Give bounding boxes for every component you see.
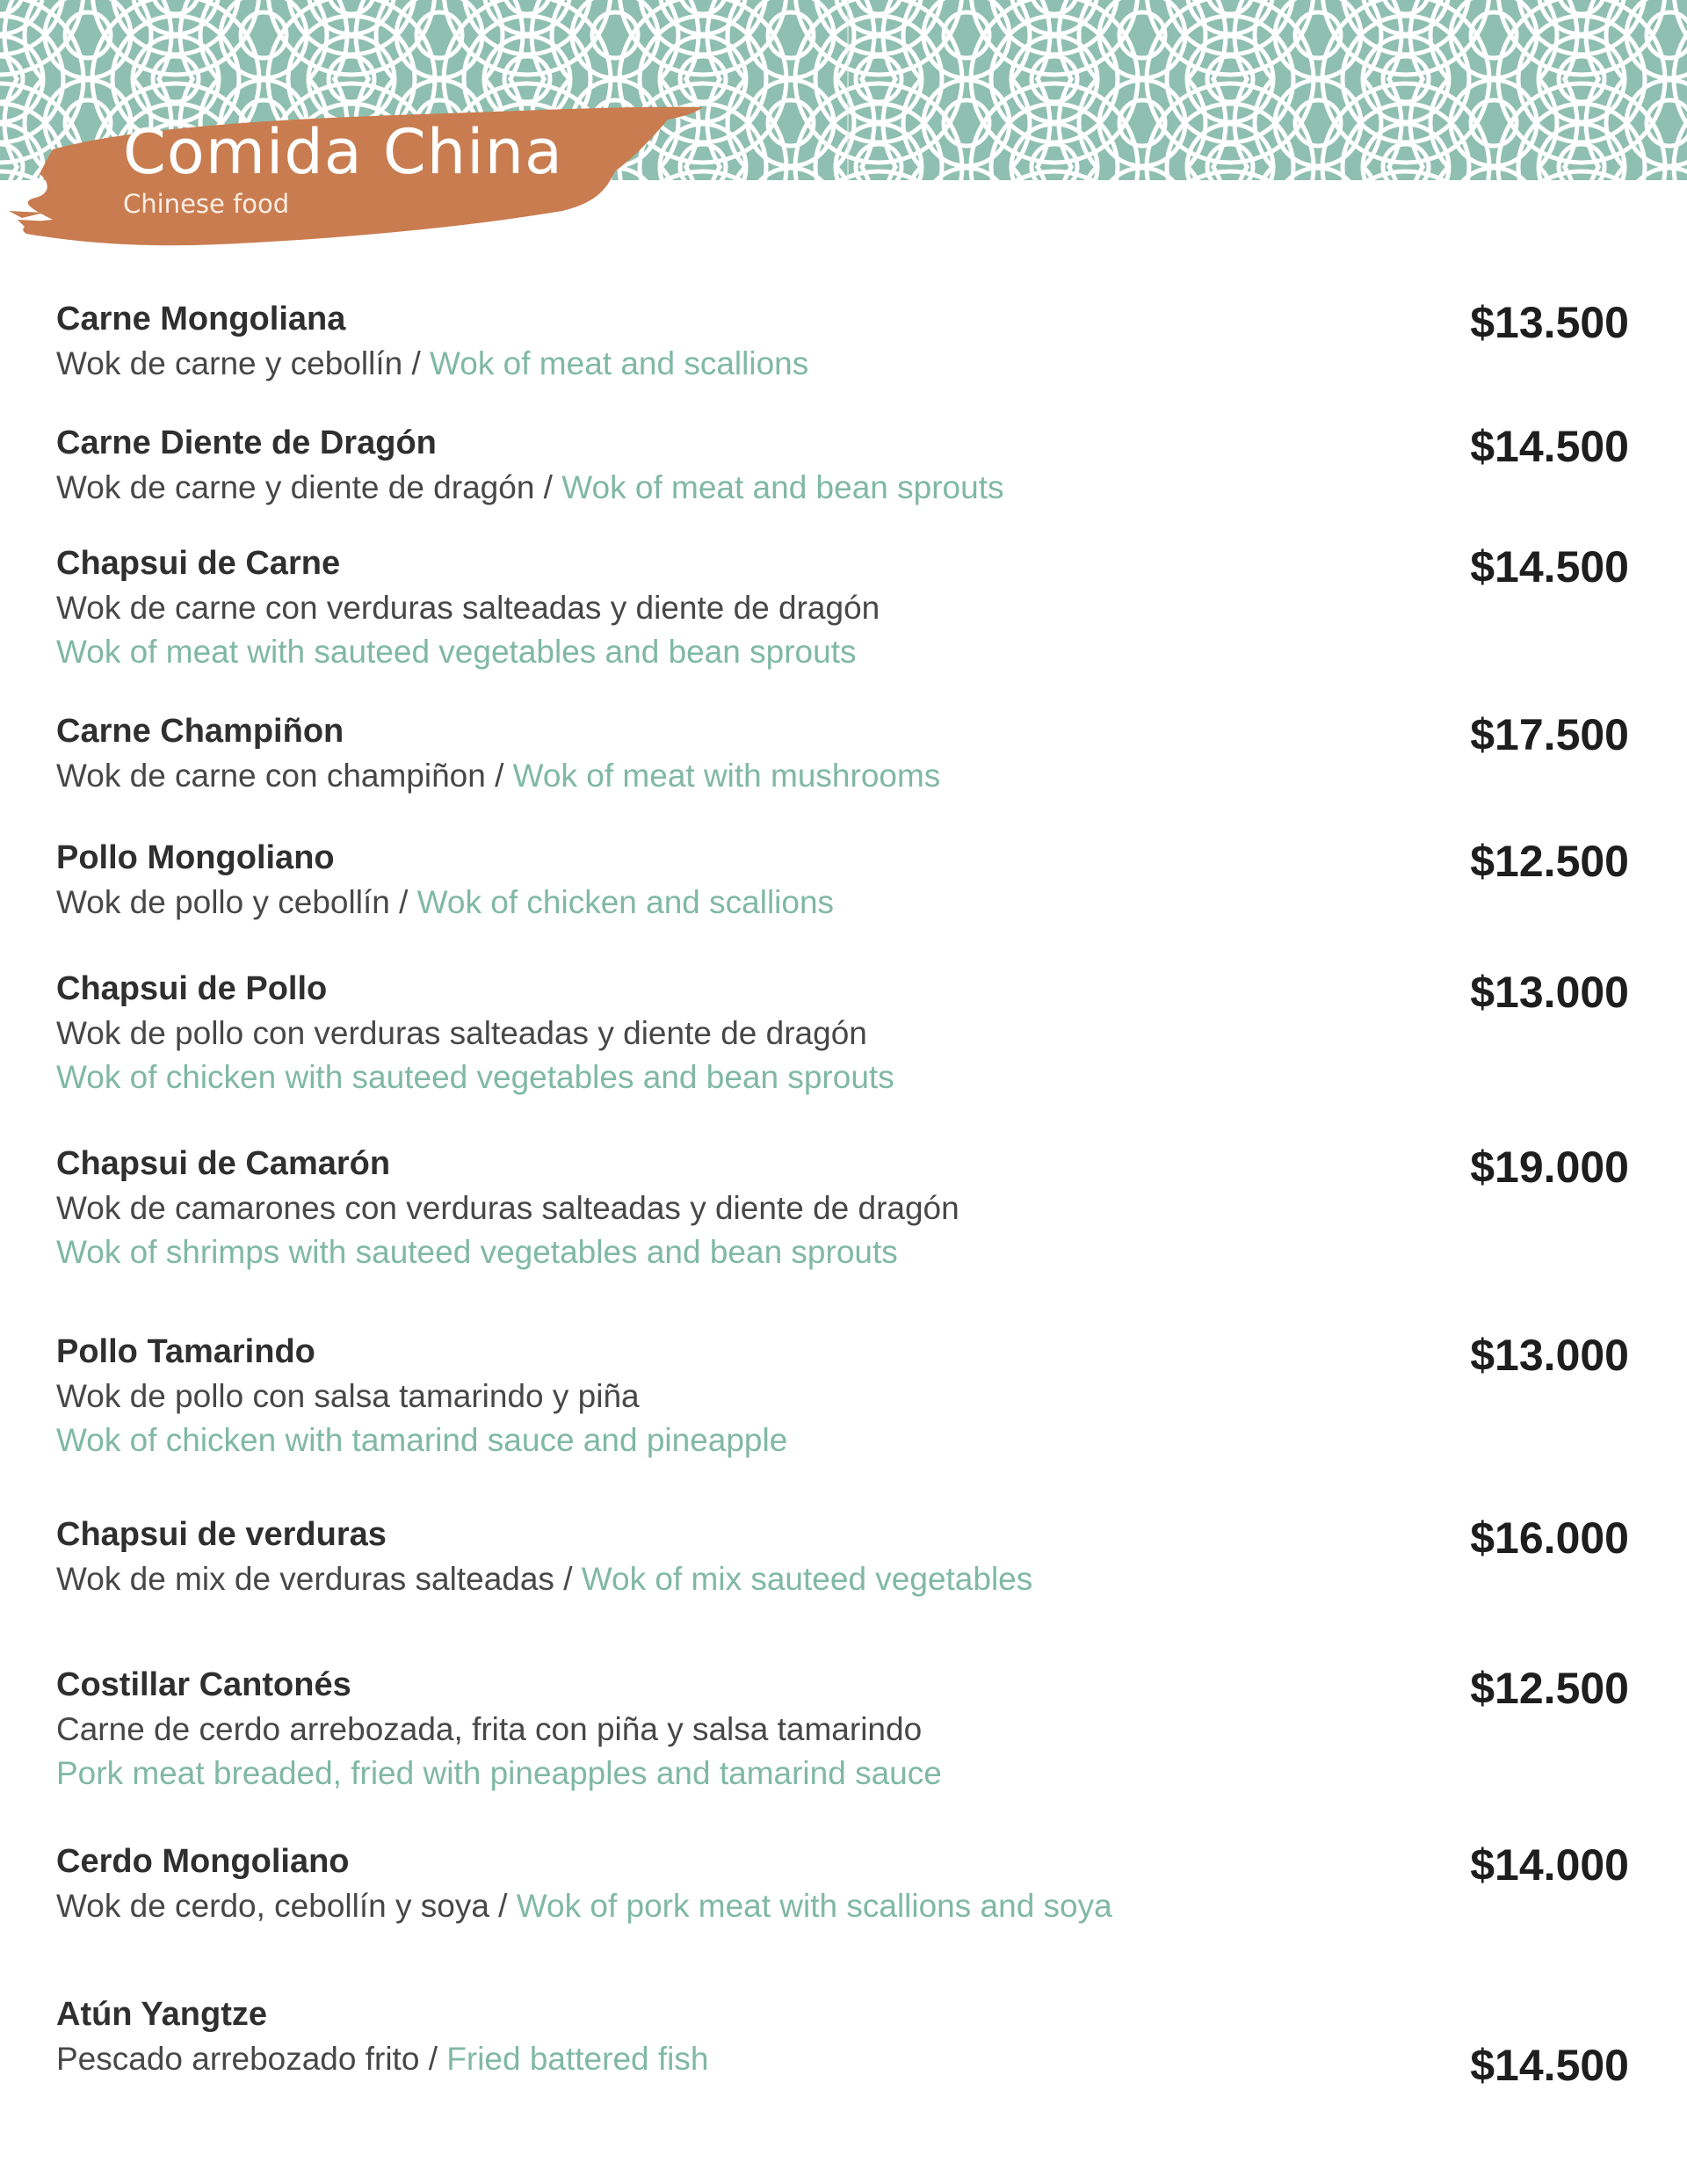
item-description-en: Wok of meat with mushrooms: [512, 758, 941, 794]
item-description-es: Wok de mix de verduras salteadas: [56, 1561, 554, 1597]
menu-item-atun-yangtze: $14.500 Atún Yangtze Pescado arrebozado frito / Fried battered fish: [56, 1992, 1629, 2081]
item-price: $14.500: [1470, 2041, 1629, 2090]
item-description-en: Wok of mix sauteed vegetables: [581, 1561, 1033, 1597]
menu-item-chapsui-de-pollo: [56, 966, 1629, 1099]
menu-item-chapsui-de-carne: [56, 541, 1629, 674]
item-name: Cerdo Mongoliano: [56, 1843, 350, 1880]
menu-item-chapsui-de-verduras: $16.000 Chapsui de verduras Wok de mix de verduras salteadas / Wok of mix sauteed vegetables: [56, 1513, 1629, 1597]
item-price: $12.500: [1470, 1664, 1629, 1713]
menu-item-carne-diente-de-dragon: $14.500 Carne Diente de Dragón Wok de carne y diente de dragón / Wok of meat and bean sprouts: [56, 422, 1629, 505]
item-description-es: Carne de cerdo arrebozada, frita con piña y salsa tamarindo: [56, 1711, 923, 1747]
item-price: $16.000: [1470, 1513, 1629, 1563]
item-price: $12.500: [1470, 837, 1629, 886]
item-name: Chapsui de verduras: [56, 1516, 387, 1553]
item-description-es: Wok de pollo y cebollín: [56, 884, 390, 920]
menu-item-pollo-tamarindo: [56, 1329, 1629, 1462]
item-name: Carne Champiñon: [56, 713, 344, 750]
menu-item-cerdo-mongoliano: $14.000 Cerdo Mongoliano Wok de cerdo, cebollín y soya / Wok of pork meat with scallions and soya: [56, 1840, 1629, 1924]
menu-item-carne-mongoliana: $13.500 Carne Mongoliana Wok de carne y cebollín / Wok of meat and scallions: [56, 298, 1629, 381]
item-description-es: Wok de carne y diente de dragón: [56, 469, 535, 505]
menu-item-carne-champinon: $17.500 Carne Champiñon Wok de carne con champiñon / Wok of meat with mushrooms: [56, 710, 1629, 794]
item-name: Carne Mongoliana: [56, 301, 346, 337]
item-price: $13.000: [1470, 968, 1629, 1017]
item-description-es: Wok de cerdo, cebollín y soya: [56, 1888, 489, 1924]
item-name: Chapsui de Camarón: [56, 1145, 391, 1182]
item-name: Carne Diente de Dragón: [56, 424, 437, 461]
item-name: Atún Yangtze: [56, 1996, 267, 2033]
item-description-en: Wok of meat with sauteed vegetables and bean sprouts: [56, 634, 857, 670]
item-description-es: Pescado arrebozado frito: [56, 2041, 420, 2077]
item-description-en: Pork meat breaded, fried with pineapples and tamarind sauce: [56, 1755, 942, 1791]
item-description-es: Wok de pollo con verduras salteadas y diente de dragón: [56, 1015, 867, 1051]
item-description-en: Wok of shrimps with sauteed vegetables and bean sprouts: [56, 1234, 898, 1270]
item-description-en: Wok of meat and bean sprouts: [561, 469, 1004, 505]
item-description-en: Wok of chicken with sauteed vegetables and bean sprouts: [56, 1059, 894, 1095]
item-name: Pollo Tamarindo: [56, 1333, 315, 1370]
item-description-en: Wok of meat and scallions: [430, 345, 809, 381]
item-price: $14.500: [1470, 422, 1629, 471]
menu-item-pollo-mongoliano: $12.500 Pollo Mongoliano Wok de pollo y cebollín / Wok of chicken and scallions: [56, 837, 1629, 920]
item-description-en: Fried battered fish: [446, 2041, 709, 2077]
item-description-es: Wok de pollo con salsa tamarindo y piña: [56, 1378, 640, 1414]
menu-item-costillar-cantones: [56, 1662, 1629, 1796]
item-price: $17.500: [1470, 710, 1629, 759]
item-price: $13.500: [1470, 298, 1629, 347]
item-description-es: Wok de carne con verduras salteadas y diente de dragón: [56, 590, 880, 626]
item-name: Chapsui de Pollo: [56, 970, 328, 1007]
item-description-en: Wok of chicken with tamarind sauce and pineapple: [56, 1422, 788, 1458]
menu-subtitle: Chinese food: [123, 189, 290, 219]
item-price: $14.000: [1470, 1840, 1629, 1890]
item-description-es: Wok de carne y cebollín: [56, 345, 403, 381]
item-description-en: Wok of chicken and scallions: [416, 884, 835, 920]
item-name: Chapsui de Carne: [56, 545, 341, 582]
item-description-en: Wok of pork meat with scallions and soya: [516, 1888, 1112, 1924]
menu-title: Comida China: [123, 116, 563, 188]
menu-item-chapsui-de-camaron: [56, 1141, 1629, 1274]
item-price: $19.000: [1470, 1143, 1629, 1192]
item-description-es: Wok de carne con champiñon: [56, 758, 486, 794]
item-price: $13.000: [1470, 1331, 1629, 1380]
item-name: Pollo Mongoliano: [56, 839, 335, 876]
item-description-es: Wok de camarones con verduras salteadas y diente de dragón: [56, 1190, 959, 1226]
item-price: $14.500: [1470, 542, 1629, 591]
header-title-block: [123, 116, 563, 219]
item-name: Costillar Cantonés: [56, 1666, 351, 1703]
